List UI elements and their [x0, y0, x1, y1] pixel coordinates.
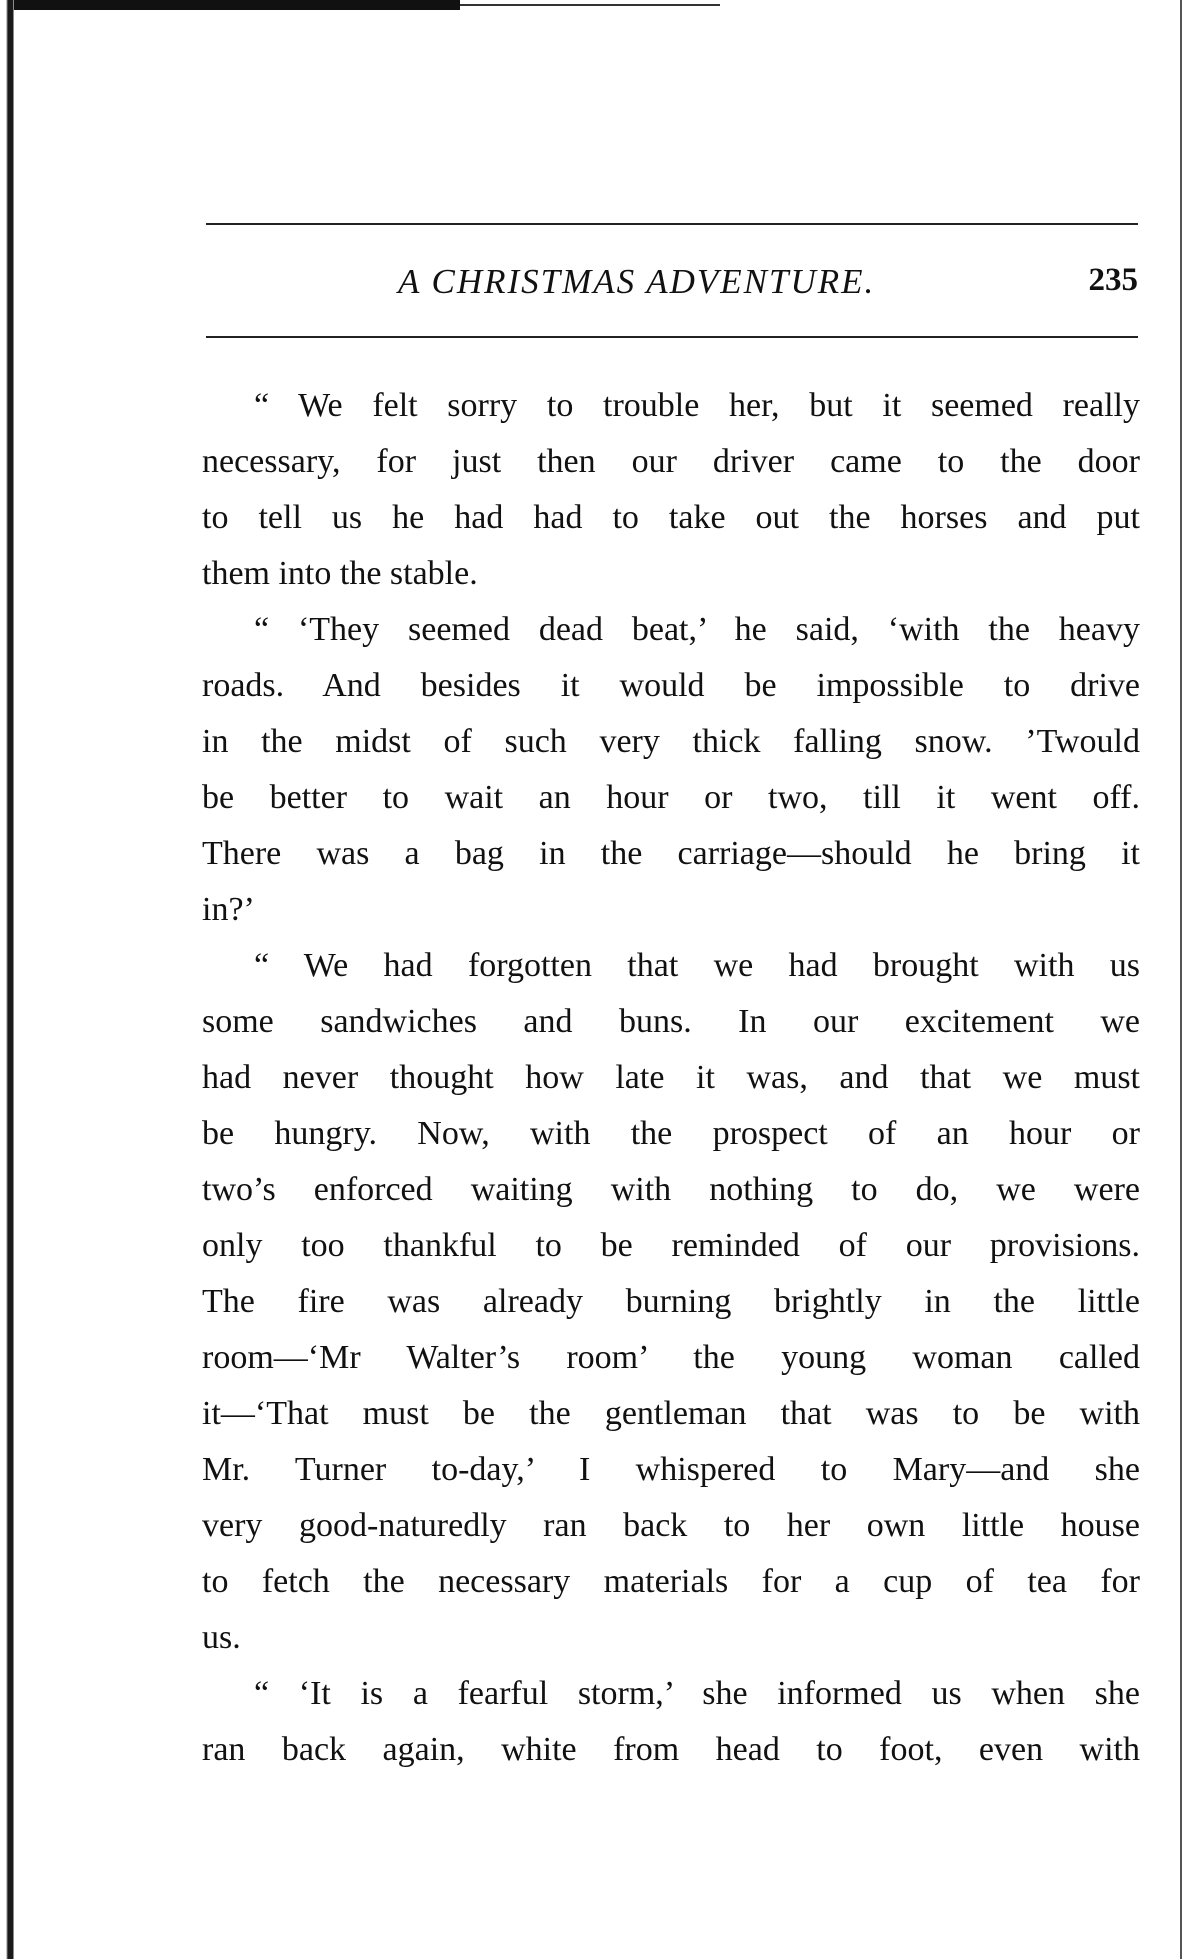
text-line: two’s enforced waiting with nothing to do, we were: [202, 1171, 1140, 1208]
text-line: very good-naturedly ran back to her own little house: [202, 1507, 1140, 1544]
text-line: in?’: [202, 891, 255, 928]
text-line: some sandwiches and buns. In our excitement we: [202, 1003, 1140, 1040]
page-body: [202, 378, 1140, 1778]
text-line: in the midst of such very thick falling snow. ’Twould: [202, 723, 1140, 760]
text-line: had never thought how late it was, and that we must: [202, 1059, 1140, 1096]
text-line: “ We had forgotten that we had brought with us: [254, 947, 1140, 984]
running-title: A CHRISTMAS ADVENTURE.: [398, 262, 876, 301]
text-line: room—‘Mr Walter’s room’ the young woman called: [202, 1339, 1140, 1376]
text-line: necessary, for just then our driver came to the door: [202, 443, 1140, 480]
text-line: them into the stable.: [202, 555, 478, 592]
text-line: only too thankful to be reminded of our provisions.: [202, 1227, 1140, 1264]
text-line: There was a bag in the carriage—should he bring it: [202, 835, 1140, 872]
running-head: [206, 262, 1138, 312]
paragraph: [202, 938, 1140, 1666]
text-line: Mr. Turner to-day,’ I whispered to Mary—and she: [202, 1451, 1140, 1488]
scan-top-edge: [0, 0, 460, 10]
text-line: “ We felt sorry to trouble her, but it seemed really: [254, 387, 1140, 424]
text-line: be better to wait an hour or two, till it went off.: [202, 779, 1140, 816]
header-rule-top: [206, 223, 1138, 225]
text-line: ran back again, white from head to foot, even with: [202, 1731, 1140, 1768]
page-number: 235: [1088, 262, 1138, 298]
text-line: to tell us he had had to take out the horses and put: [202, 499, 1140, 536]
text-line: “ ‘They seemed dead beat,’ he said, ‘with the heavy: [254, 611, 1140, 648]
scan-right-edge: [1180, 0, 1182, 1959]
scan-left-edge: [0, 0, 14, 1959]
text-line: be hungry. Now, with the prospect of an hour or: [202, 1115, 1140, 1152]
text-line: it—‘That must be the gentleman that was to be with: [202, 1395, 1140, 1432]
scan-top-edge-thin: [460, 4, 720, 6]
text-line: The fire was already burning brightly in the little: [202, 1283, 1140, 1320]
header-rule-bottom: [206, 336, 1138, 338]
paragraph: [202, 378, 1140, 602]
text-line: to fetch the necessary materials for a cup of tea for: [202, 1563, 1140, 1600]
text-line: roads. And besides it would be impossible to drive: [202, 667, 1140, 704]
text-line: “ ‘It is a fearful storm,’ she informed us when she: [254, 1675, 1140, 1712]
text-line: us.: [202, 1619, 241, 1656]
paragraph: [202, 1666, 1140, 1778]
paragraph: [202, 602, 1140, 938]
